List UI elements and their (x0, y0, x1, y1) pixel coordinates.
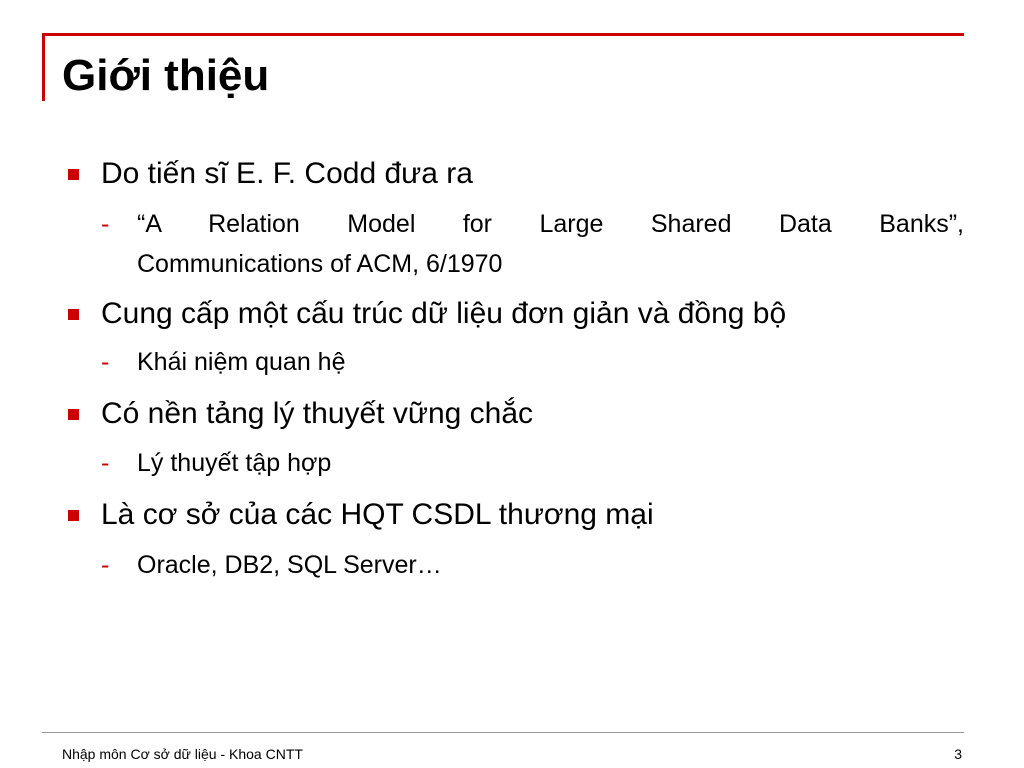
footer-divider (42, 732, 964, 733)
bullet-text: Do tiến sĩ E. F. Codd đưa ra (101, 157, 473, 190)
bullet-square-icon (68, 510, 79, 521)
dash-icon: - (101, 348, 110, 376)
page-number: 3 (954, 746, 962, 762)
sub-bullet-text: Khái niệm quan hệ (137, 348, 346, 376)
dash-icon: - (101, 551, 110, 579)
footer-text: Nhập môn Cơ sở dữ liệu - Khoa CNTT (62, 746, 303, 762)
sub-bullet-text: “A Relation Model for Large Shared Data Banks”, (137, 210, 964, 238)
bullet-square-icon (68, 309, 79, 320)
bullet-square-icon (68, 169, 79, 180)
slide-title: Giới thiệu (62, 51, 270, 100)
sub-bullet-text: Communications of ACM, 6/1970 (137, 250, 503, 278)
bullet-text: Có nền tảng lý thuyết vững chắc (101, 397, 534, 430)
bullet-text: Là cơ sở của các HQT CSDL thương mại (101, 498, 654, 531)
dash-icon: - (101, 210, 110, 238)
bullet-square-icon (68, 409, 79, 420)
sub-bullet-text: Lý thuyết tập hợp (137, 449, 332, 477)
sub-bullet-text: Oracle, DB2, SQL Server… (137, 551, 442, 579)
dash-icon: - (101, 449, 110, 477)
bullet-text: Cung cấp một cấu trúc dữ liệu đơn giản và đồng bộ (101, 297, 787, 330)
